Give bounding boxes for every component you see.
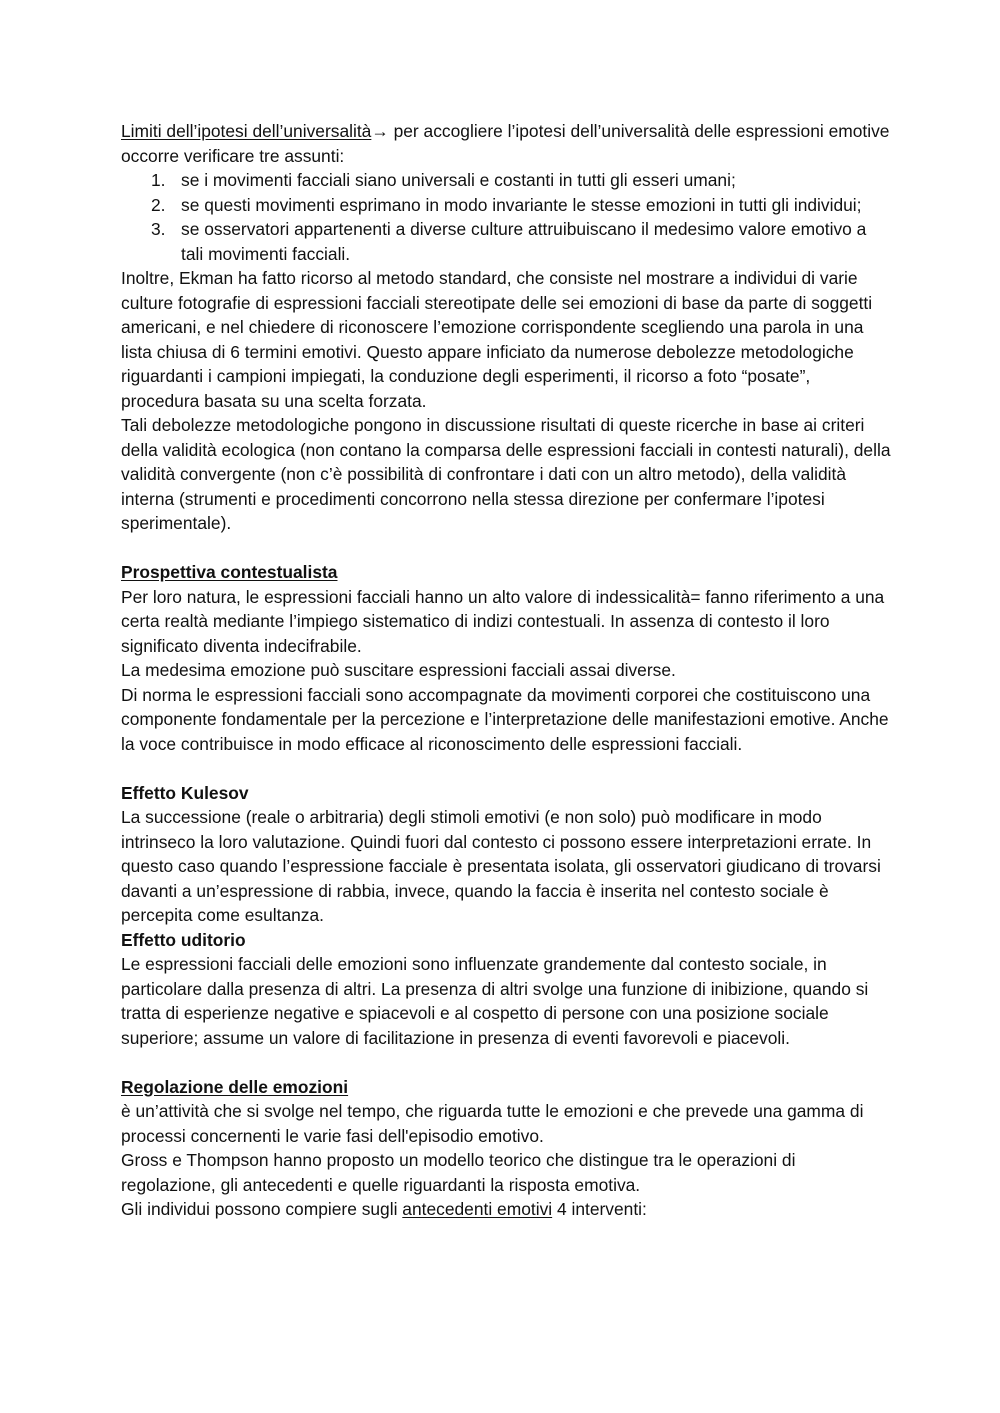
methodological-weakness-paragraph: Tali debolezze metodologiche pongono in discussione risultati di queste ricerche in base ai criteri della validità ecologica (non contano la comparsa delle espressioni facciali in contesti naturali), della validità convergente (non c’è possibilità di confrontare i dati con un altro metodo), della validità interna (strumenti e procedimenti concorrono nella stessa direzione per confermare l’ipotesi sperimentale). xyxy=(121,415,891,533)
regolazione-paragraph-1: è un’attività che si svolge nel tempo, che riguarda tutte le emozioni e che prevede una gamma di processi concernenti le varie fasi dell'episodio emotivo. xyxy=(121,1101,864,1146)
section-heading-regolazione: Regolazione delle emozioni xyxy=(121,1076,349,1097)
list-item-text: se questi movimenti esprimano in modo invariante le stesse emozioni in tutti gli individui; xyxy=(181,194,862,215)
uditorio-paragraph: Le espressioni facciali delle emozioni sono influenzate grandemente dal contesto sociale, in particolare dalla presenza di altri. La presenza di altri svolge una funzione di inibizione, quando si tratta di esperienze negative e spiacevoli e al cospetto di persone con una posizione sociale superiore; assume un valore di facilitazione in presenza di eventi favorevoli e piacevoli. xyxy=(121,954,869,1048)
regolazione-paragraph-3 xyxy=(121,1197,891,1222)
blank-line xyxy=(121,756,891,781)
assumptions-list xyxy=(121,168,891,266)
kulesov-paragraph: La successione (reale o arbitraria) degli stimoli emotivi (e non solo) può modificare in modo intrinseco la loro valutazione. Quindi fuori dal contesto ci possono essere interpretazioni errate. In questo caso quando l’espressione facciale è presentata isolata, gli osservatori giudicano di trovarsi davanti a un’espressione di rabbia, invece, quando la faccia è inserita nel contesto sociale è percepita come esultanza. xyxy=(121,807,881,925)
list-item xyxy=(121,168,891,193)
section-heading-uditorio: Effetto uditorio xyxy=(121,929,246,950)
list-item-number: 1. xyxy=(151,170,166,190)
intro-paragraph xyxy=(121,119,891,168)
document-page xyxy=(121,119,891,1222)
regolazione-paragraph-2: Gross e Thompson hanno proposto un modello teorico che distingue tra le operazioni di regolazione, gli antecedenti e quelle riguardanti la risposta emotiva. xyxy=(121,1150,796,1195)
list-item-text: se osservatori appartenenti a diverse culture attruibuiscano il medesimo valore emotivo a tali movimenti facciali. xyxy=(181,219,867,264)
list-item xyxy=(121,217,891,266)
list-item-number: 3. xyxy=(151,219,166,239)
universality-limits-lead: → per accogliere l’ipotesi dell’universalità delle espressioni emotive occorre verificare tre assunti: xyxy=(121,121,890,166)
regolazione-text-before: Gli individui possono compiere sugli xyxy=(121,1199,403,1219)
list-item xyxy=(121,193,891,218)
contestualista-paragraph-1: Per loro natura, le espressioni facciali hanno un alto valore di indessicalità= fanno riferimento a una certa realtà mediante l’impiego sistematico di indizi contestuali. In assenza di contesto il loro significato diventa indecifrabile. xyxy=(121,586,885,656)
antecedenti-emotivi-term: antecedenti emotivi xyxy=(402,1199,553,1219)
contestualista-paragraph-3: Di norma le espressioni facciali sono accompagnate da movimenti corporei che costituiscono una componente fondamentale per la percezione e l’interpretazione delle manifestazioni emotive. Anche la voce contribuisce in modo efficace al riconoscimento delle espressioni facciali. xyxy=(121,684,889,754)
regolazione-text-after: 4 interventi: xyxy=(552,1199,647,1219)
list-item-number: 2. xyxy=(151,194,166,215)
section-heading-contestualista: Prospettiva contestualista xyxy=(121,562,338,582)
contestualista-paragraph-2: La medesima emozione può suscitare espressioni facciali assai diverse. xyxy=(121,660,676,680)
blank-line xyxy=(121,1050,891,1075)
section-heading-kulesov: Effetto Kulesov xyxy=(121,782,249,803)
list-item-text: se i movimenti facciali siano universali e costanti in tutti gli esseri umani; xyxy=(181,170,736,190)
universality-limits-heading: Limiti dell’ipotesi dell’universalità xyxy=(121,121,372,141)
ekman-method-paragraph: Inoltre, Ekman ha fatto ricorso al metodo standard, che consiste nel mostrare a individui di varie culture fotografie di espressioni facciali stereotipate delle sei emozioni di base da parte di soggetti americani, e nel chiedere di riconoscere l’emozione corrispondente scegliendo una parola in una lista chiusa di 6 termini emotivi. Questo appare inficiato da numerose debolezze metodologiche riguardanti i campioni impiegati, la conduzione degli esperimenti, il ricorso a foto “posate”, procedura basata su una scelta forzata. xyxy=(121,268,873,411)
blank-line xyxy=(121,536,891,561)
